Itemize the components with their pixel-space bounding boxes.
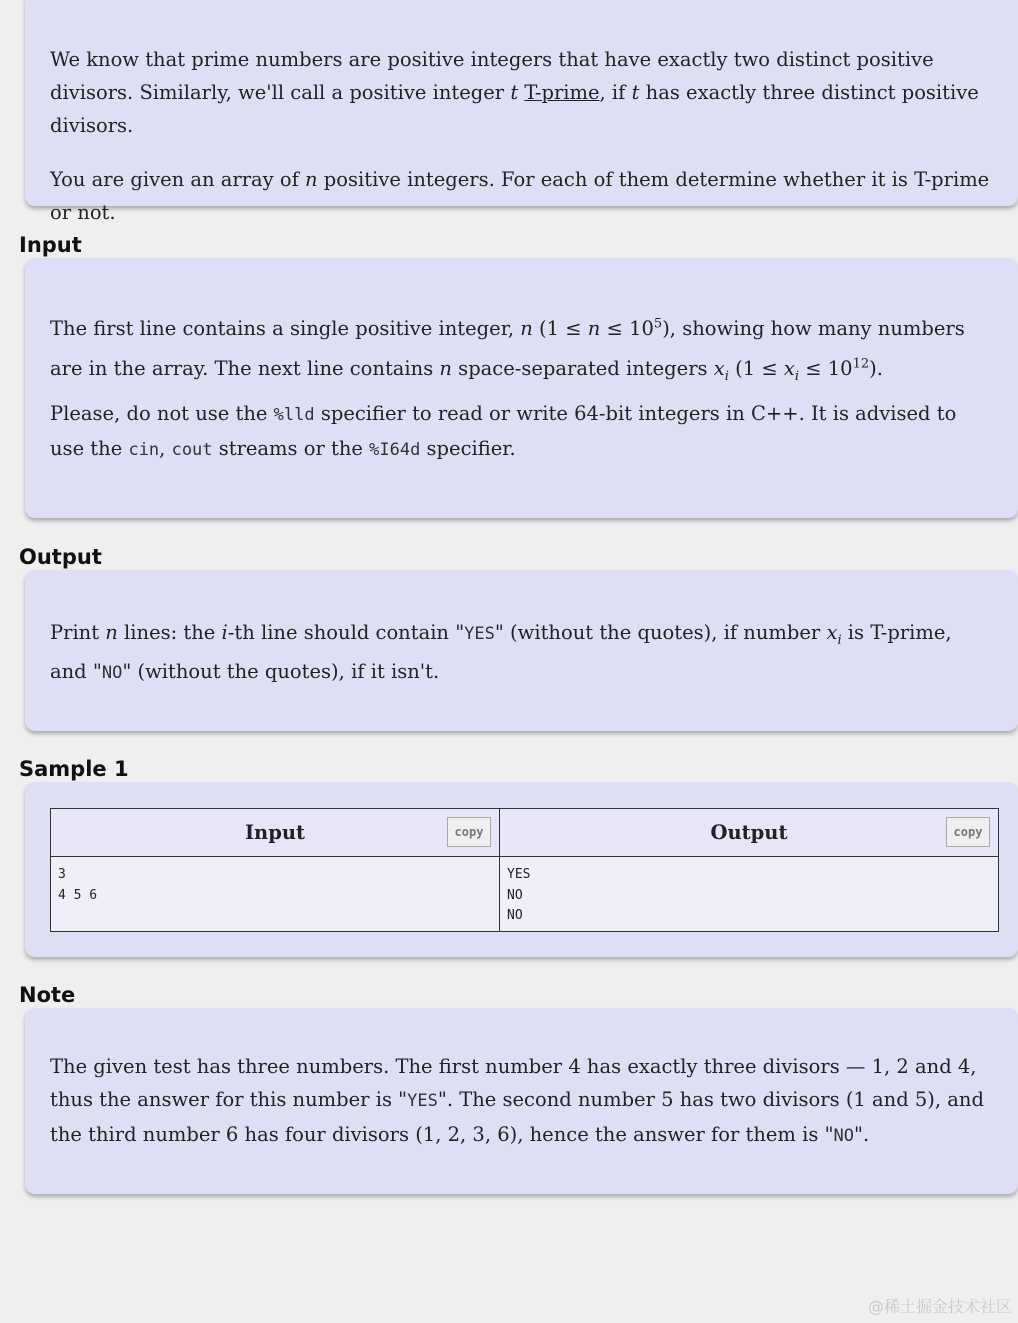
code-cout: cout: [171, 440, 213, 460]
t-prime-term: T-prime: [524, 81, 600, 104]
copy-input-button[interactable]: copy: [447, 817, 491, 847]
input-paragraph-2: Please, do not use the %lld specifier to read or write 64-bit integers in C++. It is advised to use the cin, cout streams or the %I64d specifier.: [50, 402, 957, 460]
note-paragraph: The given test has three numbers. The first number 4 has exactly three divisors — 1, 2 and 4, thus the answer for this number is "YES". The second number 5 has two divisors (1 and 5), and the third number 6 has four divisors (1, 2, 3, 6), hence the answer for them is "NO".: [50, 1055, 984, 1146]
output-heading: Output: [19, 545, 102, 569]
sample-input-header: Input copy: [51, 809, 499, 857]
note-heading: Note: [19, 983, 76, 1007]
sample-output-header: Output copy: [500, 809, 998, 857]
note-card: [25, 1008, 1018, 1194]
watermark: @稀土掘金技术社区: [867, 1297, 1012, 1316]
statement-card: [25, 0, 1018, 224]
input-card: [25, 258, 1018, 518]
output-paragraph: Print n lines: the i-th line should contain "YES" (without the quotes), if number $x_i$ is T-prime, and "NO" (without the quotes), if it isn't.: [50, 621, 952, 683]
sample-output-text: YES NO NO: [507, 867, 531, 923]
sample-table: [50, 808, 999, 932]
statement-paragraph-2: You are given an array of n positive integers. For each of them determine whether it is T-prime or not.: [50, 168, 990, 224]
output-card: [25, 570, 1018, 731]
sample-input-text: 3 4 5 6: [58, 867, 98, 903]
sample-input-column: [51, 809, 500, 931]
code-i64d: %I64d: [369, 440, 421, 460]
code-lld: %lld: [273, 405, 315, 425]
sample-output-column: [500, 809, 998, 931]
input-paragraph-1: The first line contains a single positive integer, n $(1 \le n \le 10^5)$, showing how many numbers are in the array. The next line contains n space-separated integers $x_i$ $(1 \le x_i \le 10^{12})$.: [50, 316, 965, 384]
sample-heading: Sample 1: [19, 757, 129, 781]
input-heading: Input: [19, 233, 82, 257]
sample-card: [25, 782, 1018, 957]
code-cin: cin: [128, 440, 160, 460]
copy-output-button[interactable]: copy: [946, 817, 990, 847]
statement-paragraph-1: We know that prime numbers are positive integers that have exactly two distinct positive divisors. Similarly, we'll call a positive integer t T-prime, if t has exactly three distinct positive divisors.: [50, 48, 979, 137]
